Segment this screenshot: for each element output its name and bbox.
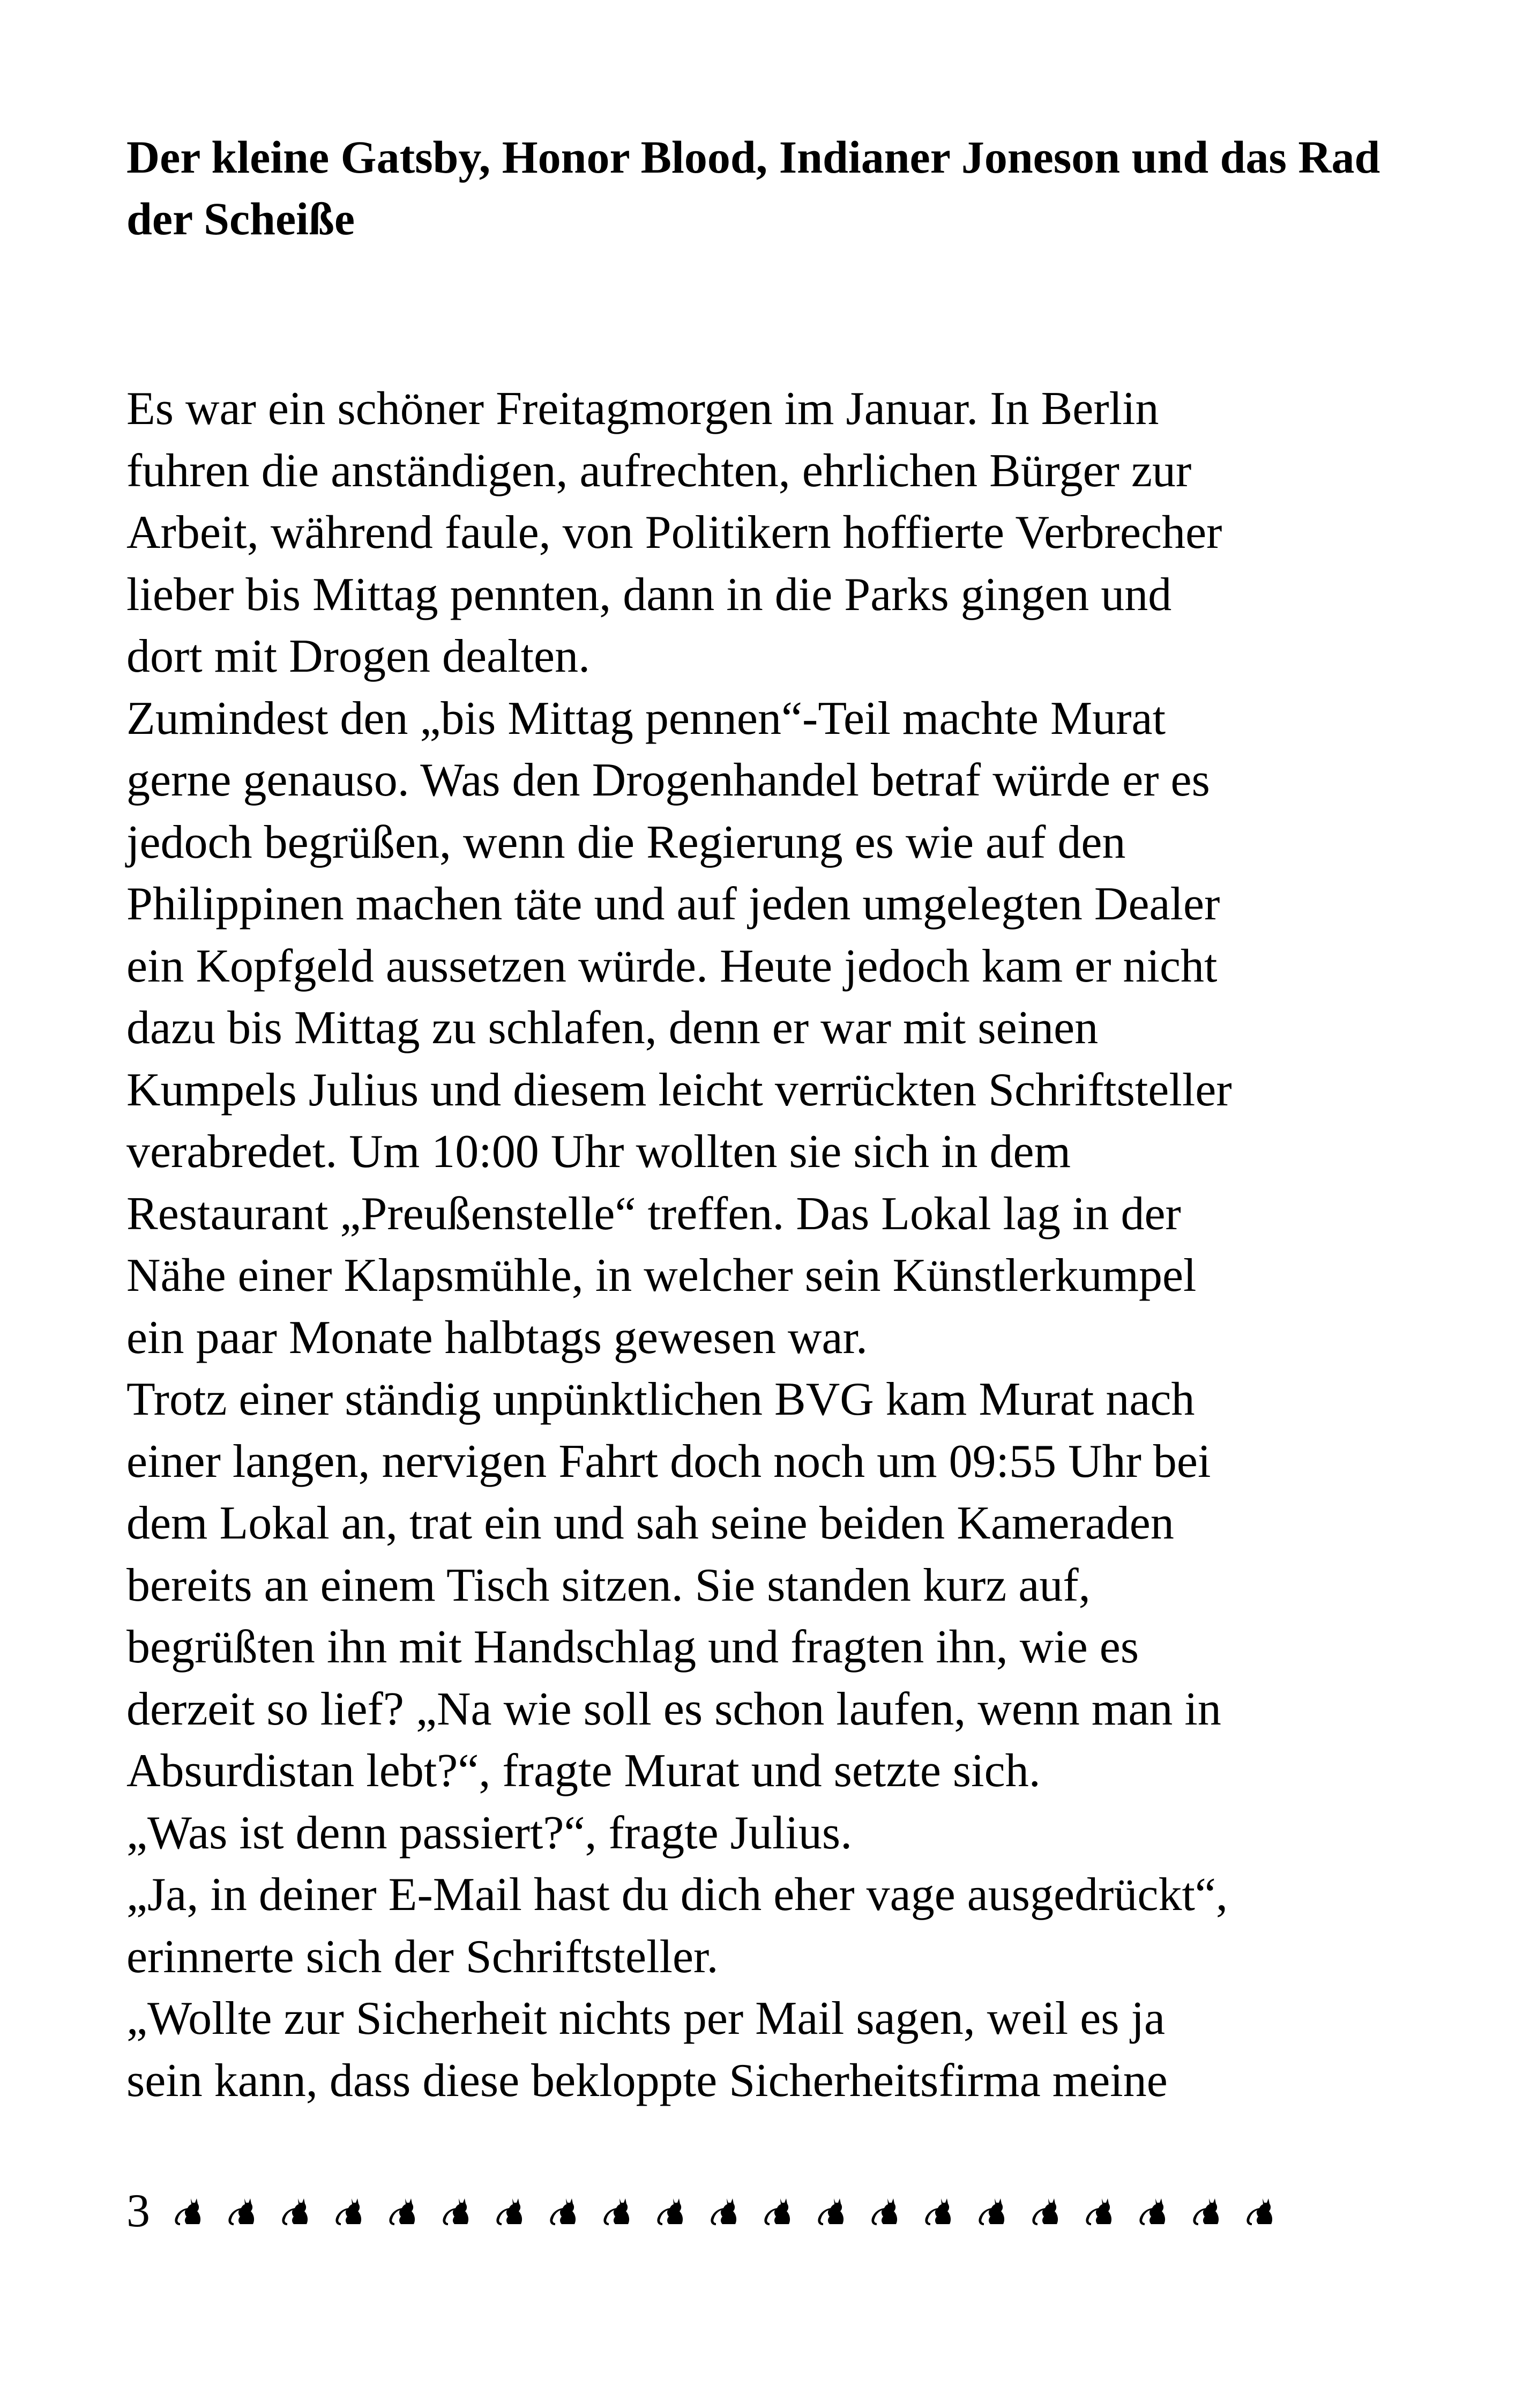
page-number: 3: [126, 2185, 150, 2237]
text-line: begrüßten ihn mit Handschlag und fragten ihn, wie es: [126, 1621, 1139, 1673]
text-line: fuhren die anständigen, aufrechten, ehrlichen Bürger zur: [126, 444, 1192, 497]
body-text: [126, 378, 1423, 2112]
cat-silhouette-icon: [537, 2190, 591, 2233]
cat-silhouette-icon: [591, 2190, 644, 2233]
cat-silhouette-icon: [698, 2190, 751, 2233]
cat-silhouette-icon: [269, 2190, 323, 2233]
page-footer: [126, 2182, 1287, 2241]
chapter-title: Der kleine Gatsby, Honor Blood, Indianer Joneson und das Rad der Scheiße: [126, 131, 1380, 244]
text-line: derzeit so lief? „Na wie soll es schon laufen, wenn man in: [126, 1683, 1221, 1735]
ornament-row: [162, 2190, 1287, 2233]
text-line: Trotz einer ständig unpünktlichen BVG kam Murat nach: [126, 1373, 1195, 1425]
text-line: gerne genauso. Was den Drogenhandel betraf würde er es: [126, 754, 1210, 806]
text-line: lieber bis Mittag pennten, dann in die Parks gingen und: [126, 568, 1172, 621]
text-line: Nähe einer Klapsmühle, in welcher sein Künstlerkumpel: [126, 1250, 1197, 1302]
cat-silhouette-icon: [215, 2190, 269, 2233]
text-line: ein paar Monate halbtags gewesen war.: [126, 1311, 868, 1364]
text-line: Philippinen machen täte und auf jeden umgelegten Dealer: [126, 878, 1220, 930]
text-line: sein kann, dass diese bekloppte Sicherheitsfirma meine: [126, 2054, 1168, 2107]
cat-silhouette-icon: [376, 2190, 430, 2233]
cat-silhouette-icon: [1126, 2190, 1180, 2233]
cat-silhouette-icon: [430, 2190, 483, 2233]
text-line: Restaurant „Preußenstelle“ treffen. Das Lokal lag in der: [126, 1187, 1181, 1240]
text-line: dort mit Drogen dealten.: [126, 630, 591, 682]
text-line: Kumpels Julius und diesem leicht verrückten Schriftsteller: [126, 1064, 1232, 1116]
cat-silhouette-icon: [1073, 2190, 1126, 2233]
cat-silhouette-icon: [1019, 2190, 1073, 2233]
text-line: jedoch begrüßen, wenn die Regierung es wie auf den: [126, 816, 1126, 868]
text-line: Arbeit, während faule, von Politikern hoffierte Verbrecher: [126, 507, 1222, 559]
text-line: „Ja, in deiner E-Mail hast du dich eher vage ausgedrückt“,: [126, 1869, 1228, 1921]
text-line: „Was ist denn passiert?“, fragte Julius.: [126, 1807, 853, 1859]
text-line: erinnerte sich der Schriftsteller.: [126, 1930, 719, 1983]
cat-silhouette-icon: [966, 2190, 1019, 2233]
cat-silhouette-icon: [858, 2190, 912, 2233]
text-line: dazu bis Mittag zu schlafen, denn er war mit seinen: [126, 1002, 1099, 1054]
cat-silhouette-icon: [323, 2190, 376, 2233]
cat-silhouette-icon: [162, 2190, 215, 2233]
text-line: dem Lokal an, trat ein und sah seine beiden Kameraden: [126, 1497, 1174, 1549]
cat-silhouette-icon: [1234, 2190, 1287, 2233]
text-line: Es war ein schöner Freitagmorgen im Januar. In Berlin: [126, 383, 1159, 435]
cat-silhouette-icon: [805, 2190, 858, 2233]
cat-silhouette-icon: [1180, 2190, 1234, 2233]
text-line: bereits an einem Tisch sitzen. Sie standen kurz auf,: [126, 1559, 1091, 1611]
text-line: ein Kopfgeld aussetzen würde. Heute jedoch kam er nicht: [126, 940, 1218, 992]
cat-silhouette-icon: [483, 2190, 537, 2233]
text-line: „Wollte zur Sicherheit nichts per Mail sagen, weil es ja: [126, 1993, 1166, 2045]
text-line: Zumindest den „bis Mittag pennen“-Teil machte Murat: [126, 692, 1166, 745]
text-line: Absurdistan lebt?“, fragte Murat und setzte sich.: [126, 1745, 1041, 1797]
cat-silhouette-icon: [912, 2190, 966, 2233]
cat-silhouette-icon: [751, 2190, 805, 2233]
text-line: einer langen, nervigen Fahrt doch noch um 09:55 Uhr bei: [126, 1435, 1211, 1488]
text-line: verabredet. Um 10:00 Uhr wollten sie sich in dem: [126, 1126, 1071, 1178]
cat-silhouette-icon: [644, 2190, 698, 2233]
